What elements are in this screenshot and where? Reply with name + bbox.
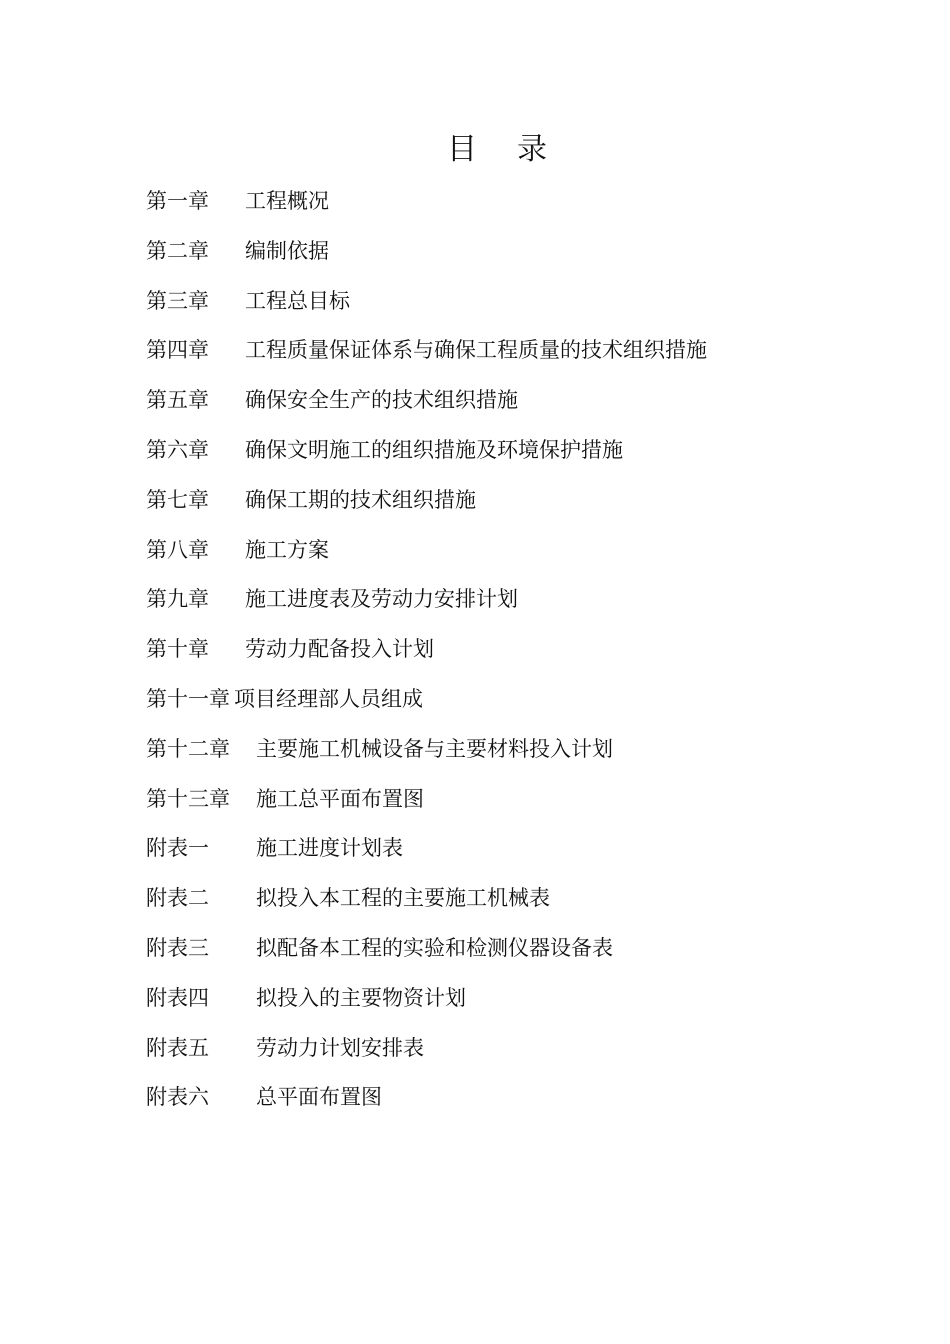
toc-entry-label: 第四章	[146, 338, 209, 363]
toc-entry-title: 编制依据	[245, 238, 329, 263]
toc-entry-label: 附表六	[146, 1085, 209, 1110]
toc-entry-chapter-2[interactable]	[146, 232, 906, 282]
toc-entry-title: 工程质量保证体系与确保工程质量的技术组织措施	[245, 338, 707, 363]
toc-entry-title: 项目经理部人员组成	[234, 686, 423, 711]
toc-entry-chapter-11[interactable]	[146, 680, 906, 730]
toc-entry-chapter-5[interactable]	[146, 381, 906, 431]
toc-entry-label: 第九章	[146, 587, 209, 612]
toc-entry-chapter-1[interactable]	[146, 182, 906, 232]
toc-entry-chapter-3[interactable]	[146, 282, 906, 332]
title-char-right: 录	[517, 132, 547, 167]
toc-entry-title: 拟配备本工程的实验和检测仪器设备表	[256, 935, 613, 960]
title-char-left: 目	[447, 132, 477, 167]
toc-entry-appendix-3[interactable]	[146, 929, 906, 979]
toc-entry-chapter-6[interactable]	[146, 431, 906, 481]
toc-entry-label: 第十一章	[146, 686, 230, 711]
toc-entry-title: 工程总目标	[245, 288, 350, 313]
toc-entry-title: 施工总平面布置图	[256, 786, 424, 811]
toc-entry-title: 施工方案	[245, 537, 329, 562]
toc-entry-label: 第二章	[146, 238, 209, 263]
toc-entry-title: 劳动力计划安排表	[256, 1035, 424, 1060]
toc-entry-label: 第六章	[146, 437, 209, 462]
toc-entry-title: 主要施工机械设备与主要材料投入计划	[256, 736, 613, 761]
toc-entry-appendix-2[interactable]	[146, 879, 906, 929]
toc-entry-title: 确保安全生产的技术组织措施	[245, 388, 518, 413]
toc-entry-title: 施工进度表及劳动力安排计划	[245, 587, 518, 612]
toc-entry-label: 附表四	[146, 985, 209, 1010]
toc-entry-title: 拟投入本工程的主要施工机械表	[256, 886, 550, 911]
toc-entry-label: 附表二	[146, 886, 209, 911]
toc-entry-title: 总平面布置图	[256, 1085, 382, 1110]
toc-entry-chapter-10[interactable]	[146, 630, 906, 680]
toc-entry-appendix-1[interactable]	[146, 829, 906, 879]
toc-entry-label: 附表五	[146, 1035, 209, 1060]
toc-entry-chapter-4[interactable]	[146, 331, 906, 381]
toc-entry-title: 劳动力配备投入计划	[245, 637, 434, 662]
toc-entry-label: 第三章	[146, 288, 209, 313]
toc-entry-label: 附表一	[146, 836, 209, 861]
toc-entry-title: 施工进度计划表	[256, 836, 403, 861]
page-title	[0, 128, 950, 172]
toc-entry-label: 第十三章	[146, 786, 230, 811]
toc-entry-label: 第八章	[146, 537, 209, 562]
toc-entry-title: 确保工期的技术组织措施	[245, 487, 476, 512]
toc-entry-chapter-8[interactable]	[146, 531, 906, 581]
toc-entry-chapter-13[interactable]	[146, 780, 906, 830]
toc-entry-label: 第十二章	[146, 736, 230, 761]
toc-entry-label: 第五章	[146, 388, 209, 413]
toc-entry-label: 第七章	[146, 487, 209, 512]
toc-entry-appendix-4[interactable]	[146, 979, 906, 1029]
toc-entry-chapter-9[interactable]	[146, 580, 906, 630]
table-of-contents	[146, 182, 906, 1128]
toc-entry-chapter-12[interactable]	[146, 730, 906, 780]
toc-entry-appendix-5[interactable]	[146, 1029, 906, 1079]
toc-entry-title: 拟投入的主要物资计划	[256, 985, 466, 1010]
toc-entry-label: 第一章	[146, 189, 209, 213]
toc-entry-chapter-7[interactable]	[146, 481, 906, 531]
toc-entry-label: 附表三	[146, 935, 209, 960]
toc-entry-title: 工程概况	[245, 189, 329, 213]
toc-entry-label: 第十章	[146, 637, 209, 662]
toc-entry-title: 确保文明施工的组织措施及环境保护措施	[245, 437, 623, 462]
toc-entry-appendix-6[interactable]	[146, 1078, 906, 1128]
